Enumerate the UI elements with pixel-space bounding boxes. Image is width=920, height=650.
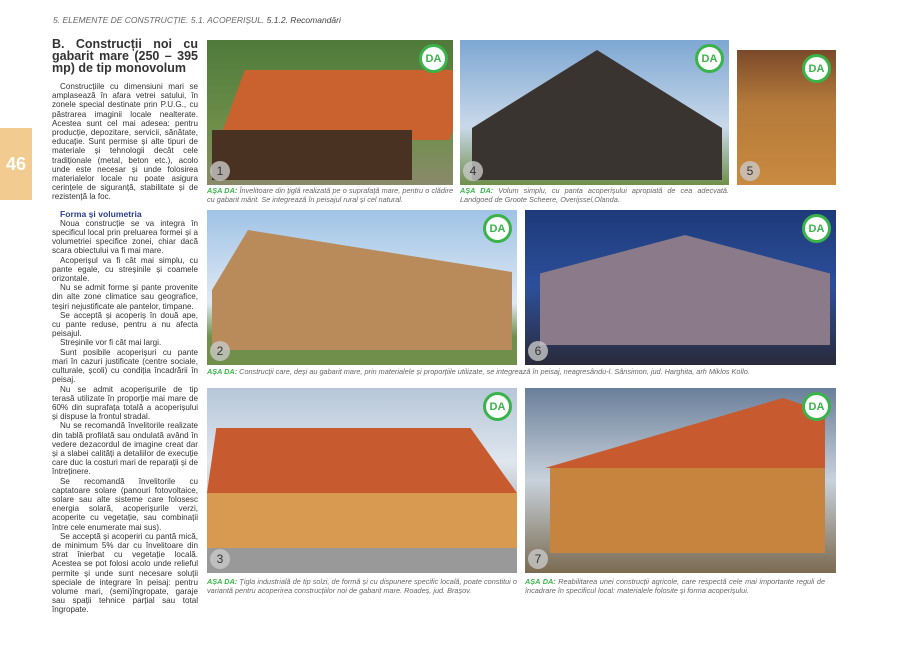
running-header: 5. ELEMENTE DE CONSTRUCȚIE. 5.1. ACOPERIȘUL. 5.1.2. Recomandări — [53, 15, 341, 25]
photo-number: 3 — [210, 549, 230, 569]
da-badge: DA — [802, 214, 831, 243]
paragraph: Nu se admit forme și pante provenite din alte zone climatice sau geografice, teșiri nejustificate ale pantelor, timpane. — [52, 283, 198, 311]
photo-number: 7 — [528, 549, 548, 569]
paragraph: Noua construcție se va integra în specificul local prin preluarea formei și a volumetriei specifice zonei, chiar dacă scara obiectului va fi mai mare. — [52, 218, 198, 256]
photo-number: 4 — [463, 161, 483, 181]
photo-number: 1 — [210, 161, 230, 181]
article-title: B. Construcții noi cu gabarit mare (250 – 395 mp) de tip monovolum — [52, 37, 198, 75]
photo-7 — [525, 388, 836, 573]
caption: AȘA DA: Construcții care, deși au gabarit mare, prin materialele și proporțiile utilizate, se integrează în peisaj, neagresându-l. Sânsimon, jud. Harghita, arh Miklos Kollo. — [207, 367, 750, 376]
caption: AȘA DA: Învelitoare din țiglă realizată pe o suprafață mare, pentru o clădire cu gabarit mărit. Se integrează în peisajul rural și cel natural. — [207, 186, 453, 204]
caption: AȘA DA: Țigla industrială de tip solzi, de formă și cu dispunere specific locală, poate constitui o variantă pentru acoperirea construcțiilor noi de gabarit mare. Roadeș, jud. Brașov. — [207, 577, 517, 595]
caption: AȘA DA: Volum simplu, cu panta acoperișului apropiată de cea adecvată. Landgoed de Groote Scheere, Overijssel,Olanda. — [460, 186, 729, 204]
da-badge: DA — [802, 54, 831, 83]
paragraph: Streșinile vor fi cât mai largi. — [60, 338, 162, 348]
intro-paragraph: Construcțiile cu dimensiuni mari se amplasează în afara vetrei satului, în zonele special destinate prin P.U.G., cu păstrarea imaginii locale nealterate. Acestea sunt cel mai adesea: pentru producție, depozitare, servicii, sănătate, educație. Sunt permise și alte tipuri de materiale și tehnologii decât cele tradiționale (metal, beton etc.), acolo unde este necesar și unde folosirea materialelor locale nu poate asigura cerințele de siguranță, stabilitate și de rezistență la foc. — [52, 82, 198, 202]
photo-3 — [207, 388, 517, 573]
da-badge: DA — [483, 392, 512, 421]
photo-2 — [207, 210, 517, 365]
page-number: 46 — [0, 128, 32, 200]
da-badge: DA — [695, 44, 724, 73]
photo-number: 5 — [740, 161, 760, 181]
photo-4 — [460, 40, 729, 185]
da-badge: DA — [483, 214, 512, 243]
paragraph: Sunt posibile acoperișuri cu pante mari în cazuri justificate (centre sociale, culturale, școli) cu condiția încadrării în peisaj. — [52, 347, 198, 385]
photo-1 — [207, 40, 453, 185]
photo-number: 6 — [528, 341, 548, 361]
caption: AȘA DA: Reabilitarea unei construcții agricole, care respectă cele mai importante reguli de încadrare în specificul local: materialele folosite și forma acoperișului. — [525, 577, 826, 595]
paragraph: Acoperișul va fi cât mai simplu, cu pante egale, cu streșinile și coamele orizontale. — [52, 255, 198, 284]
paragraph: Nu se recomandă învelitorile realizate din tablă profilată sau ondulată având în vedere dezacordul de imagine creat dar și a slabei calități a detaliilor de execuție care duc la costuri mari de reparații și de întreținere. — [52, 421, 198, 477]
subheading: Forma și volumetria — [60, 208, 142, 219]
da-badge: DA — [419, 44, 448, 73]
paragraph: Se acceptă și acoperiri cu pantă mică, de minimum 5% dar cu învelitoare din strat înierbat cu vegetație locală. Acestea se pot folosi acolo unde relieful permite și unde sunt necesare soluții speciale de integrare în peisaj: pentru volume mari, (semi)îngropate, garaje sau spații tehnice parțial sau total îngropate. — [52, 531, 198, 615]
paragraph: Se acceptă și acoperiș în două ape, cu pante reduse, pentru a nu afecta peisajul. — [52, 310, 198, 339]
photo-number: 2 — [210, 341, 230, 361]
da-badge: DA — [802, 392, 831, 421]
photo-6 — [525, 210, 836, 365]
paragraph: Nu se admit acoperișurile de tip terasă utilizate în proporție mai mare de 60% din suprafața totală a acoperișului și dispuse la frontul stradal. — [52, 384, 198, 422]
article-column — [52, 38, 198, 615]
photo-5 — [737, 50, 836, 185]
paragraph: Se recomandă învelitorile cu captatoare solare (panouri fotovoltaice, solare sau alte sisteme care folosesc energia solară, acoperișurile verzi, acoperite cu vegetație, sau combinații între cele enumerate mai sus). — [52, 476, 198, 532]
